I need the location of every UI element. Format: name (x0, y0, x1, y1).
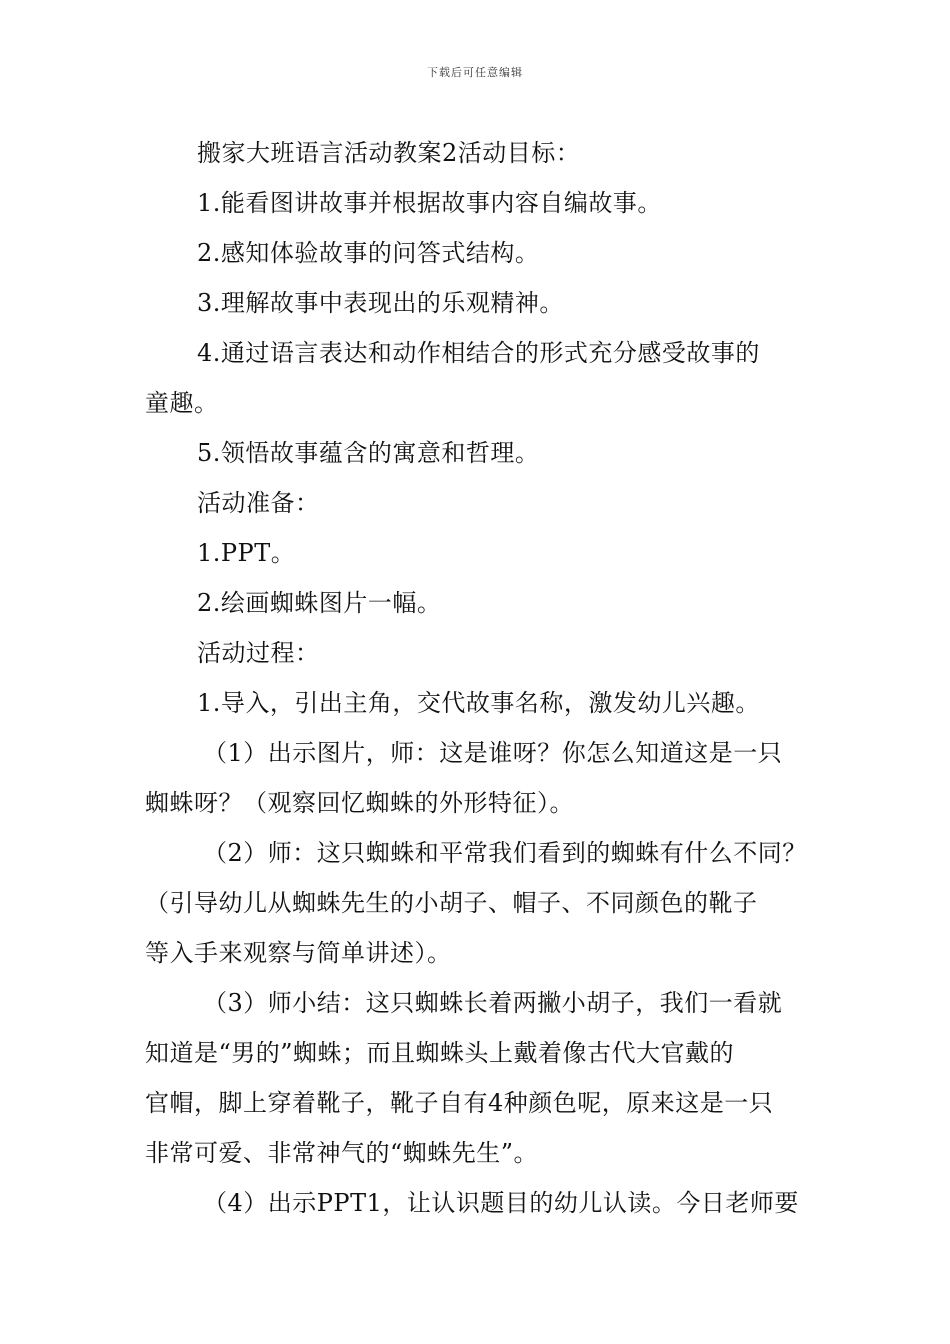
paragraph-line: 非常可爱、非常神气的“蜘蛛先生”。 (145, 1139, 539, 1167)
paragraph-line: 2.绘画蜘蛛图片一幅。 (197, 589, 442, 617)
paragraph-line: 官帽，脚上穿着靴子，靴子自有4种颜色呢，原来这是一只 (145, 1089, 774, 1117)
paragraph-line: 1.导入，引出主角，交代故事名称，激发幼儿兴趣。 (197, 689, 760, 717)
paragraph-line: 童趣。 (145, 389, 219, 417)
paragraph-line: 等入手来观察与简单讲述）。 (145, 939, 452, 967)
paragraph-line: 1.能看图讲故事并根据故事内容自编故事。 (197, 189, 662, 217)
document-body (145, 128, 810, 1228)
paragraph-line: 1.PPT。 (197, 539, 296, 567)
paragraph-line: （1）出示图片，师：这是谁呀？你怎么知道这是一只 (203, 739, 783, 767)
paragraph-line: （引导幼儿从蜘蛛先生的小胡子、帽子、不同颜色的靴子 (145, 889, 758, 917)
paragraph-line: 知道是“男的”蜘蛛；而且蜘蛛头上戴着像古代大官戴的 (145, 1039, 735, 1067)
paragraph-line: 2.感知体验故事的问答式结构。 (197, 239, 540, 267)
page-header: 下载后可任意编辑 (427, 66, 523, 79)
section-heading: 活动过程： (197, 639, 320, 667)
title-line: 搬家大班语言活动教案2活动目标： (197, 139, 581, 167)
paragraph-line: （2）师：这只蜘蛛和平常我们看到的蜘蛛有什么不同？ (203, 839, 807, 867)
section-heading: 活动准备： (197, 489, 320, 517)
paragraph-line: （3）师小结：这只蜘蛛长着两撇小胡子，我们一看就 (203, 989, 783, 1017)
paragraph-line: 蜘蛛呀？（观察回忆蜘蛛的外形特征）。 (145, 789, 574, 817)
paragraph-line: 5.领悟故事蕴含的寓意和哲理。 (197, 439, 540, 467)
paragraph-line: 4.通过语言表达和动作相结合的形式充分感受故事的 (197, 339, 760, 367)
paragraph-line: （4）出示PPT1，让认识题目的幼儿认读。今日老师要 (203, 1189, 799, 1217)
paragraph-line: 3.理解故事中表现出的乐观精神。 (197, 289, 564, 317)
